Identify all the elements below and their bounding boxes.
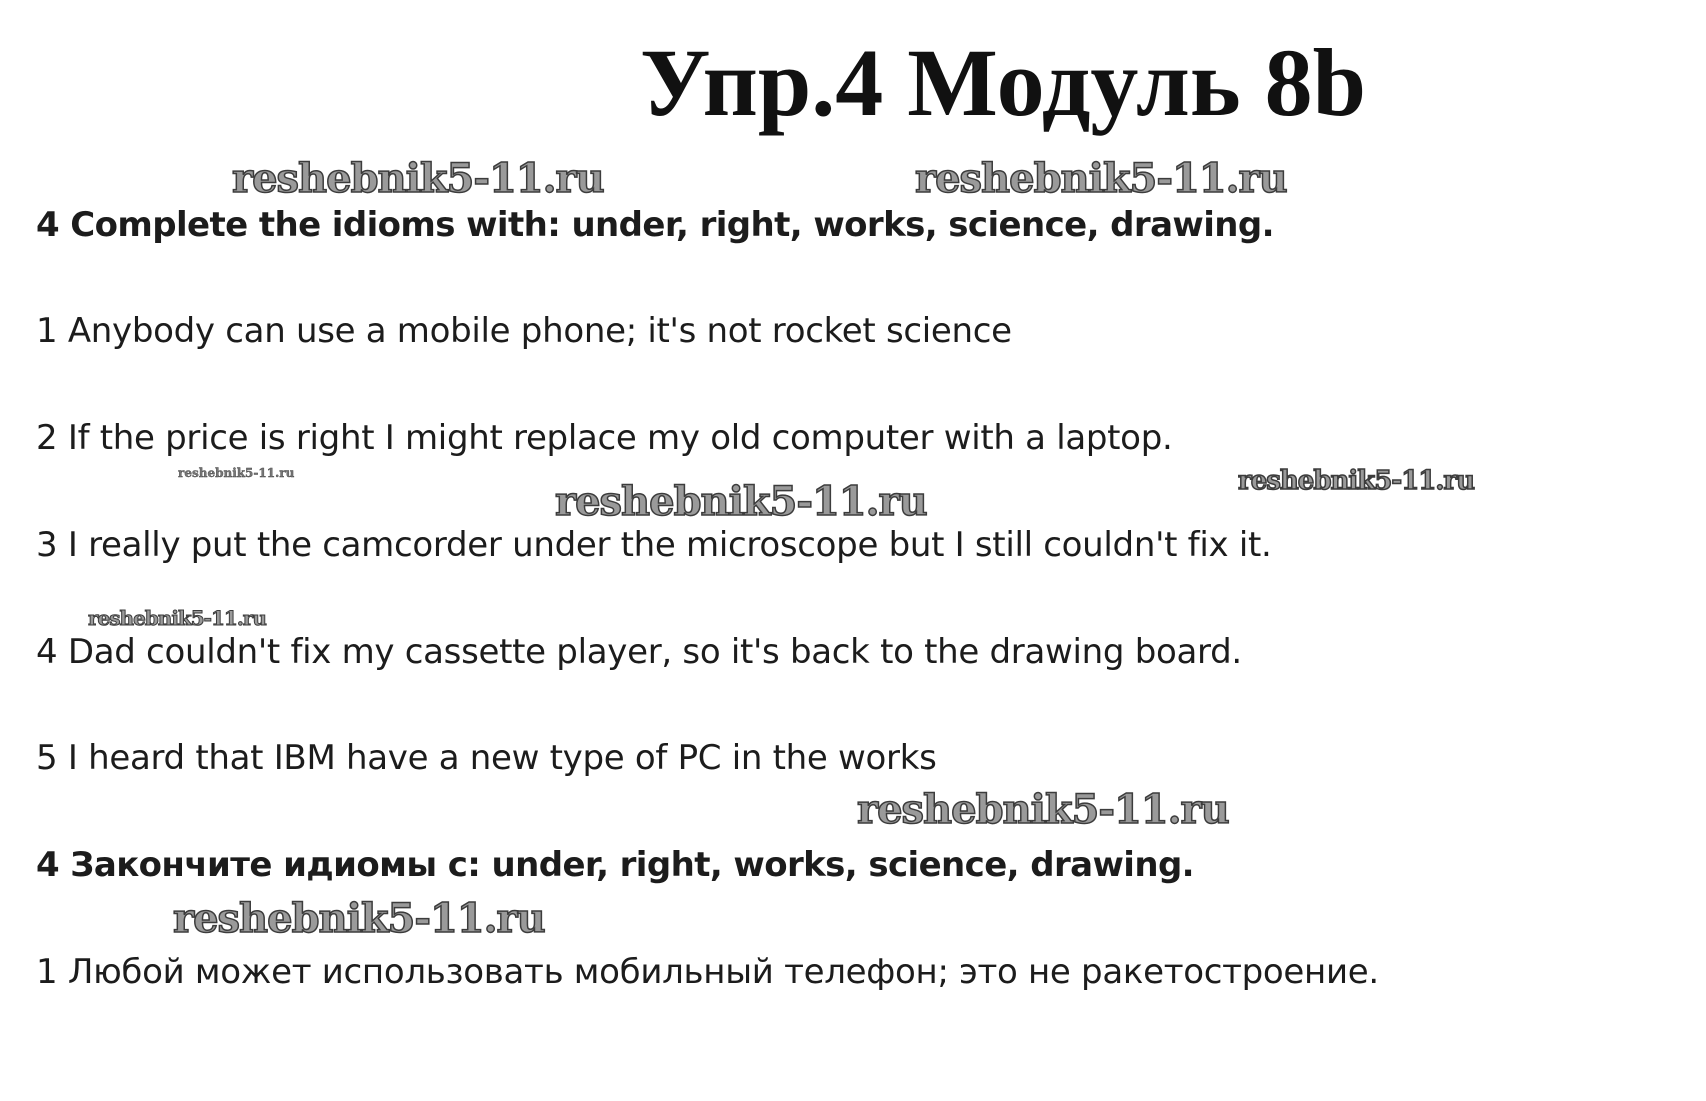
sentence-en-2: 2 If the price is right I might replace my old computer with a laptop. — [36, 418, 1173, 458]
sentence-en-5: 5 I heard that IBM have a new type of PC in the works — [36, 738, 937, 778]
watermark: reshebnik5-11.ru — [232, 155, 604, 202]
sentence-en-1: 1 Anybody can use a mobile phone; it's not rocket science — [36, 311, 1012, 351]
task-heading-ru: 4 Закончите идиомы с: under, right, works, science, drawing. — [36, 845, 1195, 885]
page-title: Упр.4 Модуль 8b — [640, 29, 1367, 136]
watermark: reshebnik5-11.ru — [178, 466, 295, 480]
watermark: reshebnik5-11.ru — [173, 895, 545, 942]
sentence-en-3: 3 I really put the camcorder under the microscope but I still couldn't fix it. — [36, 525, 1272, 565]
watermark: reshebnik5-11.ru — [1238, 466, 1475, 496]
task-heading-en: 4 Complete the idioms with: under, right, works, science, drawing. — [36, 205, 1274, 245]
watermark: reshebnik5-11.ru — [915, 155, 1287, 202]
watermark: reshebnik5-11.ru — [88, 606, 266, 630]
sentence-en-4: 4 Dad couldn't fix my cassette player, so it's back to the drawing board. — [36, 632, 1242, 672]
sentence-ru-1: 1 Любой может использовать мобильный телефон; это не ракетостроение. — [36, 952, 1379, 992]
watermark: reshebnik5-11.ru — [555, 478, 927, 525]
watermark: reshebnik5-11.ru — [857, 786, 1229, 833]
